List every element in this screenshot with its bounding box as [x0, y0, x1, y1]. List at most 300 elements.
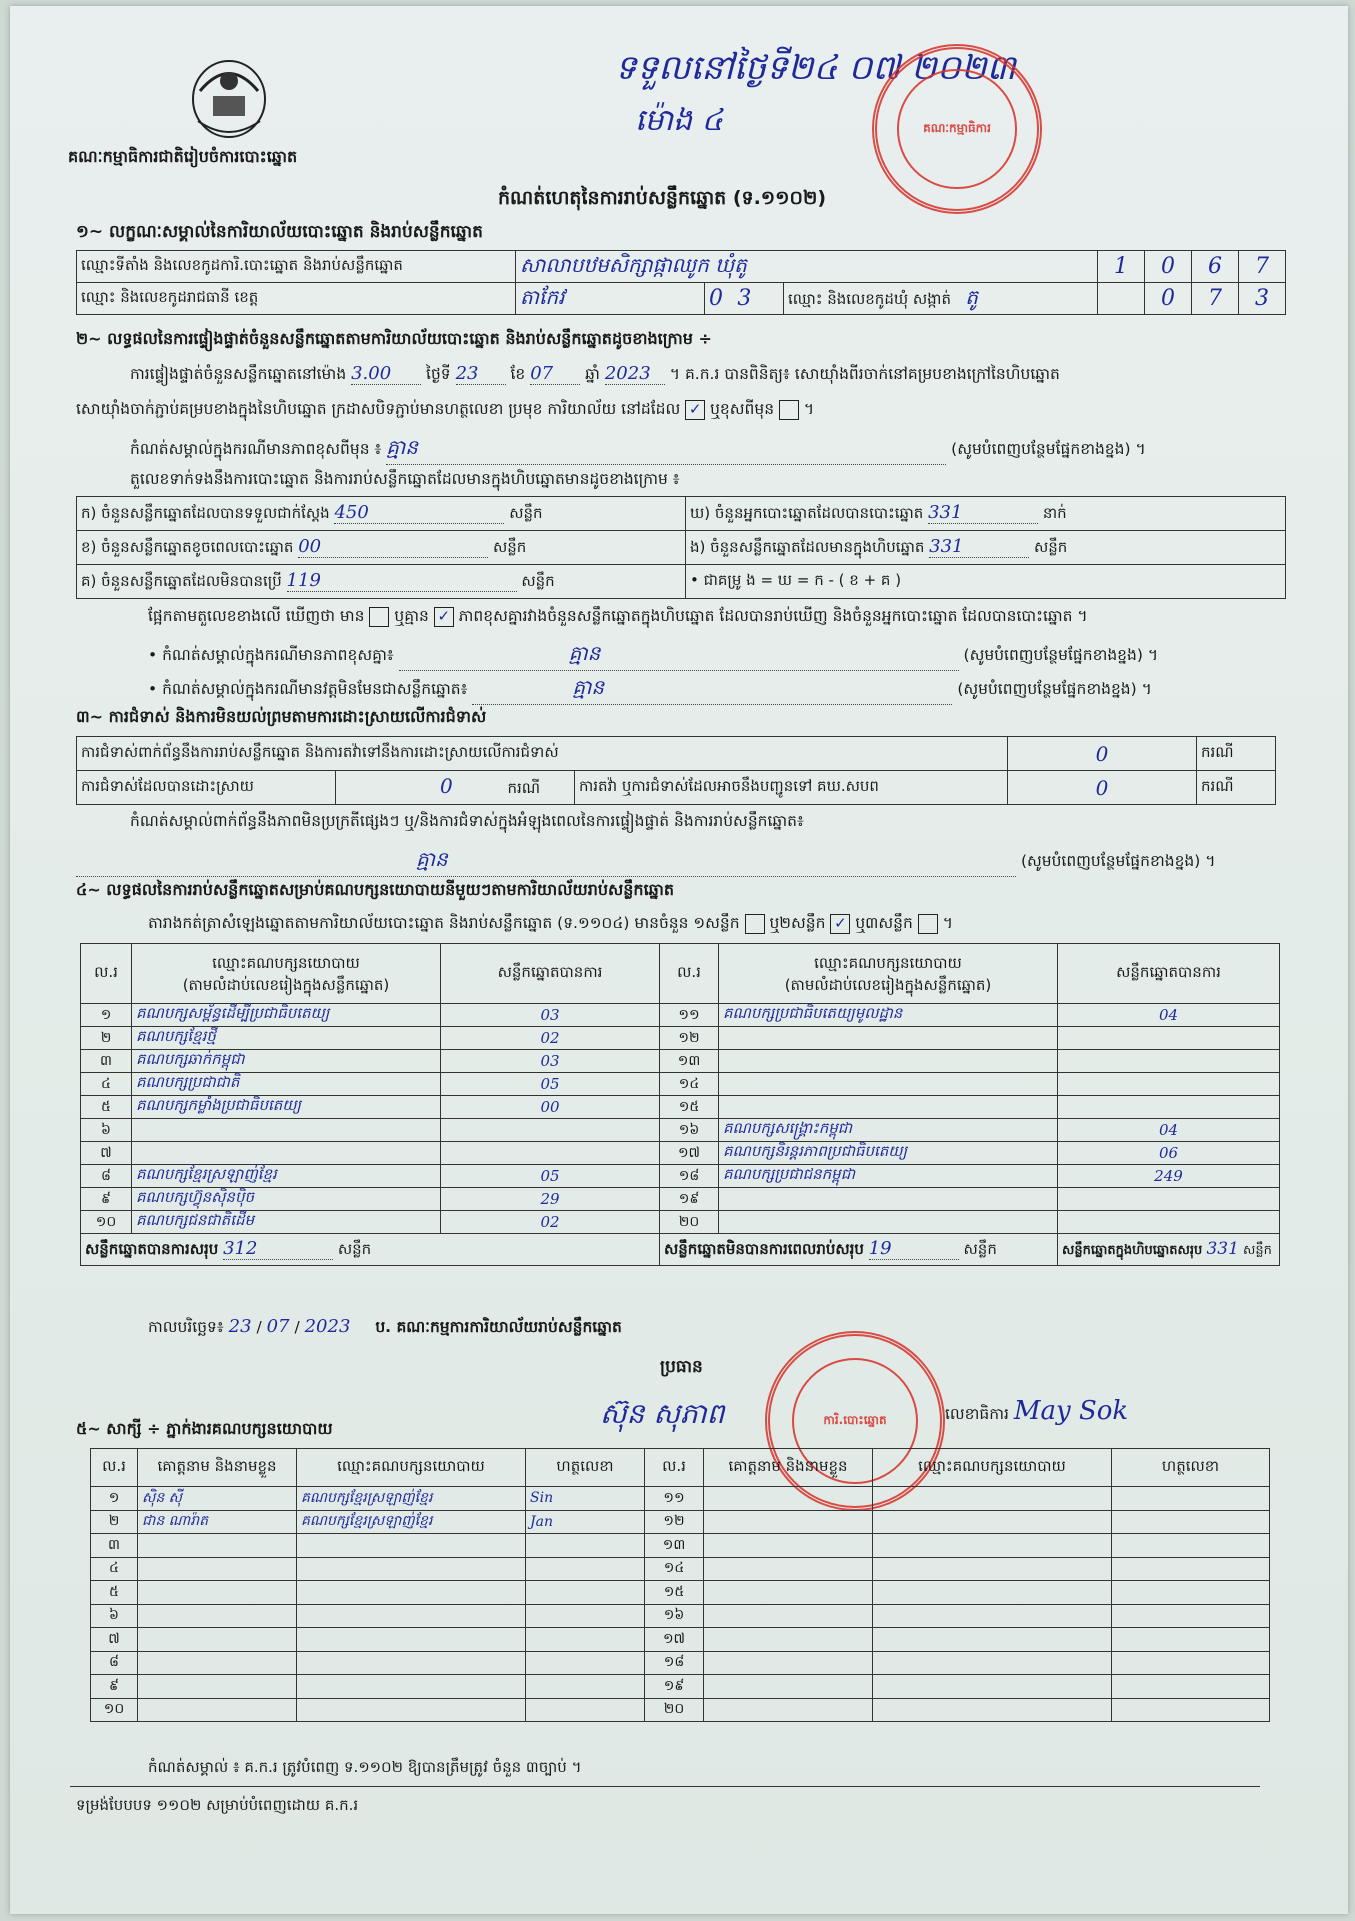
- row-no: ៥: [101, 1098, 111, 1115]
- witness-table: [90, 1448, 1270, 1722]
- results-row: [81, 1165, 1280, 1188]
- difference-check: [148, 606, 1088, 629]
- count-value: 331: [929, 535, 964, 557]
- witness-name-cell: [138, 1675, 297, 1699]
- fill-hint: (សូមបំពេញបន្ថែមផ្នែកខាងខ្នង) ។: [957, 680, 1152, 698]
- witness-party-cell: [873, 1487, 1112, 1511]
- witness-name-cell: [138, 1698, 297, 1722]
- total-unit: សន្លឹក: [963, 1239, 997, 1258]
- chair-signature: ស៊ុន សុភាព: [600, 1397, 725, 1430]
- col-party-header: ឈ្មោះគណបក្សនយោបាយ: [814, 953, 962, 972]
- witness-party-cell: [297, 1698, 526, 1722]
- row-no: ៤: [101, 1075, 111, 1092]
- tally-text: ឬ២សន្លឹក: [769, 914, 826, 932]
- row-no: ៣: [100, 1052, 112, 1069]
- verify-text: ឬខុសពីមុន: [710, 400, 775, 418]
- witness-col-name: គោត្តនាម និងនាមខ្លួន: [138, 1449, 297, 1487]
- witness-no-cell: [91, 1534, 138, 1558]
- formula-text: • ជាគម្រូ ង = ឃ = ក - ( ខ + គ ): [690, 570, 902, 589]
- witness-no: ៥: [109, 1583, 119, 1600]
- section5-heading: ៥~ សាក្សី ÷ ភ្នាក់ងារគណបក្សនយោបាយ: [76, 1419, 333, 1438]
- irregularity-value: គ្មាន: [416, 847, 448, 871]
- party-name: គណបក្សនិរន្តរភាពប្រជាធិបតេយ្យ: [723, 1142, 908, 1160]
- bullet-value: គ្មាន: [572, 675, 605, 699]
- witness-signature-cell: [1112, 1510, 1270, 1534]
- compare-text: ភាពខុសគ្នារវាងចំនួនសន្លឹកឆ្នោតក្នុងហិបឆ្នោត ដែលបានរាប់ឃើញ និងចំនួនអ្នកបោះឆ្នោត ដែលបានបោះឆ្នោត ។: [458, 607, 1088, 625]
- verify-text: ការផ្ទៀងផ្ទាត់ចំនួនសន្លឹកឆ្នោតនៅម៉ោង: [130, 365, 347, 383]
- row-no: ៩: [101, 1190, 111, 1207]
- one-sheet-checkbox[interactable]: [745, 914, 765, 934]
- total-invalid-value: 19: [868, 1237, 892, 1259]
- col-party-subheader: (តាមលំដាប់លេខរៀងក្នុងសន្លឹកឆ្នោត): [784, 975, 992, 994]
- location-code-digit: 7: [1255, 254, 1269, 279]
- verify-paragraph: [130, 363, 1060, 387]
- witness-no: ៦: [109, 1607, 119, 1624]
- witness-name-cell: [704, 1510, 873, 1534]
- commune-value: តូ: [965, 284, 978, 309]
- witness-party-cell: [297, 1557, 526, 1581]
- org-name: គណៈកម្មាធិការជាតិរៀបចំការបោះឆ្នោត: [68, 147, 298, 166]
- witness-signature-cell: [1112, 1628, 1270, 1652]
- results-row: [81, 1142, 1280, 1165]
- location-code-digit: 1: [1114, 254, 1128, 279]
- count-label: ឃ) ចំនួនអ្នកបោះឆ្នោតដែលបានបោះឆ្នោត: [690, 503, 924, 522]
- bullet-value: គ្មាន: [568, 641, 601, 665]
- total-invalid-label: សន្លឹកឆ្នោតមិនបានការពេលរាប់សរុប: [664, 1239, 864, 1258]
- secretary-label: លេខាធិការ: [945, 1405, 1009, 1423]
- location-code-digit: 6: [1208, 254, 1222, 279]
- party-votes: 04: [1158, 1121, 1179, 1139]
- witness-name-cell: [138, 1534, 297, 1558]
- objection-unit: ករណី: [1197, 737, 1276, 771]
- witness-name-cell: [704, 1557, 873, 1581]
- results-row: [81, 1004, 1280, 1027]
- objection-count: 0: [1095, 741, 1109, 766]
- party-votes: 05: [540, 1075, 560, 1093]
- witness-no-cell: [91, 1510, 138, 1534]
- witness-party-cell: [297, 1628, 526, 1652]
- witness-no-cell: [91, 1557, 138, 1581]
- row-no: ១៤: [678, 1075, 700, 1092]
- witness-signature-cell: [1112, 1487, 1270, 1511]
- party-votes: 249: [1154, 1167, 1183, 1185]
- fill-hint: (សូមបំពេញបន្ថែមផ្នែកខាងខ្នង) ។: [1020, 852, 1216, 870]
- party-name: គណបក្សហ៊្វុនស៊ិនប៉ិច: [136, 1188, 254, 1206]
- secretary-signature: May Sok: [1013, 1396, 1129, 1426]
- witness-no-cell: [645, 1557, 704, 1581]
- witness-signature-cell: [1112, 1698, 1270, 1722]
- row-no: ១៧: [677, 1144, 701, 1161]
- row-no: ១៦: [678, 1121, 700, 1138]
- witness-name-cell: [704, 1651, 873, 1675]
- witness-row: [91, 1510, 1270, 1534]
- witness-signature-cell: [526, 1534, 645, 1558]
- party-votes: 06: [1158, 1144, 1179, 1162]
- results-row: [81, 1188, 1280, 1211]
- witness-no: ៣: [108, 1536, 120, 1553]
- province-label: ឈ្មោះ និងលេខកូដរាជធានី ខេត្ត: [77, 283, 516, 315]
- witness-name-cell: [704, 1581, 873, 1605]
- witness-party-cell: [297, 1651, 526, 1675]
- witness-no-cell: [91, 1651, 138, 1675]
- party-name: គណបក្សសង្គ្រោះកម្ពុជា: [723, 1119, 853, 1137]
- section4-heading: ៤~ លទ្ធផលនៃការរាប់សន្លឹកឆ្នោតសម្រាប់គណបក្សនយោបាយនីមួយៗតាមការិយាល័យរាប់សន្លឹកឆ្នោត: [76, 880, 675, 899]
- witness-party-cell: [873, 1534, 1112, 1558]
- witness-row: [91, 1675, 1270, 1699]
- count-unit: សន្លឹក: [492, 537, 527, 556]
- compare-text: ឬគ្មាន: [394, 607, 429, 625]
- witness-col-party: ឈ្មោះគណបក្សនយោបាយ: [873, 1449, 1112, 1487]
- row-no: ៦: [101, 1121, 111, 1138]
- count-label: ក) ចំនួនសន្លឹកឆ្នោតដែលបានទទួលជាក់ស្តែង: [81, 503, 330, 522]
- witness-no: ១១: [663, 1489, 685, 1506]
- witness-row: [91, 1534, 1270, 1558]
- resolved-unit: ករណី: [507, 779, 541, 797]
- row-no: ១០: [95, 1213, 117, 1230]
- witness-party-cell: [297, 1534, 526, 1558]
- witness-row: [91, 1651, 1270, 1675]
- witness-name-cell: [704, 1628, 873, 1652]
- verify-text: សោយ៉ាំងចាក់ភ្ជាប់គម្របខាងក្នុងនៃហិបឆ្នោត ក្រដាសបិទភ្ជាប់មានហត្ថលេខា ប្រមុខ ការិយាល័យ នៅដដែល: [76, 400, 681, 418]
- total-valid-value: 312: [223, 1237, 258, 1259]
- witness-party-cell: [873, 1510, 1112, 1534]
- results-table: [80, 943, 1280, 1266]
- witness-row: [91, 1581, 1270, 1605]
- col-party-subheader: (តាមលំដាប់លេខរៀងក្នុងសន្លឹកឆ្នោត): [182, 975, 390, 994]
- total-valid-label: សន្លឹកឆ្នោតបានការសរុប: [85, 1239, 219, 1258]
- witness-no-cell: [645, 1698, 704, 1722]
- tally-text: ឬ៣សន្លឹក: [855, 914, 913, 932]
- witness-row: [91, 1628, 1270, 1652]
- row-no: ១៥: [678, 1098, 700, 1115]
- table-intro: តួលេខទាក់ទងនឹងការបោះឆ្នោត និងការរាប់សន្លឹកឆ្នោតដែលមានក្នុងហិបឆ្នោតមានដូចខាងក្រោម ៖: [130, 470, 680, 488]
- province-value: តាកែវ: [520, 284, 565, 309]
- party-name: គណបក្សខ្មែរថ្មី: [136, 1027, 216, 1045]
- witness-party-cell: [873, 1651, 1112, 1675]
- witness-no: ១០: [103, 1701, 125, 1718]
- count-date: កាលបរិច្ឆេទ៖ 23 / 07 / 2023 ប. គណៈកម្មការការិយាល័យរាប់សន្លឹកឆ្នោត: [148, 1316, 622, 1337]
- party-name: គណបក្សសម្ព័ន្ធដើម្បីប្រជាធិបតេយ្យ: [136, 1004, 330, 1022]
- witness-signature-cell: [526, 1510, 645, 1534]
- party-votes: 00: [540, 1098, 560, 1116]
- witness-signature-cell: [526, 1581, 645, 1605]
- witness-no: ១៤: [663, 1560, 685, 1577]
- row-no: ១៩: [678, 1190, 700, 1207]
- bullet-note-2: [148, 674, 1152, 705]
- witness-no-cell: [645, 1581, 704, 1605]
- witness-no-cell: [645, 1487, 704, 1511]
- witness-party-cell: [297, 1510, 526, 1534]
- fill-hint: (សូមបំពេញបន្ថែមផ្នែកខាងខ្នង) ។: [963, 646, 1159, 664]
- witness-no-cell: [91, 1675, 138, 1699]
- bullet-label: • កំណត់សម្គាល់ក្នុងករណីមានភាពខុសគ្នា៖: [148, 646, 394, 664]
- witness-signature-cell: [1112, 1651, 1270, 1675]
- witness-no-cell: [645, 1675, 704, 1699]
- witness-name-cell: [704, 1675, 873, 1699]
- witness-signature-cell: [526, 1651, 645, 1675]
- col-votes-header: សន្លឹកឆ្នោតបានការ: [441, 944, 660, 1004]
- witness-party-cell: [297, 1487, 526, 1511]
- witness-row: [91, 1557, 1270, 1581]
- form-sheet: [10, 6, 1348, 1914]
- witness-name-cell: [138, 1651, 297, 1675]
- witness-no: ១៥: [663, 1583, 685, 1600]
- commune-label: ឈ្មោះ និងលេខកូដឃុំ សង្កាត់: [788, 289, 951, 308]
- appeal-label: ការតវ៉ា ឬការជំទាស់ដែលអាចនឹងបញ្ជូនទៅ គឃ.សបព: [575, 771, 1008, 805]
- witness-row: [91, 1698, 1270, 1722]
- party-name: គណបក្សប្រជាធិបតេយ្យមូលដ្ឋាន: [723, 1004, 903, 1022]
- party-votes: 02: [540, 1213, 560, 1231]
- witness-name-cell: [704, 1698, 873, 1722]
- col-no-header: ល.រ: [660, 944, 719, 1004]
- row-no: ១: [100, 1006, 112, 1023]
- section1-heading: ១~ លក្ខណៈសម្គាល់នៃការិយាល័យបោះឆ្នោត និងរាប់សន្លឹកឆ្នោត: [76, 222, 483, 242]
- witness-no: ៤: [109, 1560, 119, 1577]
- count-value: 00: [298, 535, 322, 557]
- three-sheet-checkbox[interactable]: [918, 914, 938, 934]
- witness-party-cell: [873, 1581, 1112, 1605]
- witness-name-cell: [704, 1604, 873, 1628]
- compare-text: ផ្អែកតាមតួលេខខាងលើ ឃើញថា មាន: [148, 607, 365, 625]
- emblem-icon: [188, 51, 270, 141]
- bullet-label: • កំណត់សម្គាល់ក្នុងករណីមានវត្តមិនមែនជាសន្លឹកឆ្នោត៖: [148, 680, 468, 698]
- verify-text: ។ គ.ក.រ បានពិនិត្យ៖ សោយ៉ាំងពីរចាក់នៅគម្របខាងក្រៅនៃហិបឆ្នោត: [669, 365, 1060, 383]
- count-value: 331: [928, 501, 963, 523]
- verify-year: 2023: [604, 363, 651, 384]
- witness-no: ១៧: [662, 1630, 686, 1647]
- unchanged-checkbox[interactable]: ✓: [685, 400, 705, 420]
- witness-no: ១៩: [663, 1677, 685, 1694]
- note-value: គ្មាន: [386, 435, 418, 459]
- stamp-bottom-text: ការិ.បោះឆ្នោត: [823, 1412, 887, 1427]
- party-votes: 02: [540, 1029, 560, 1047]
- count-unit: នាក់: [1042, 503, 1067, 522]
- witness-no: ៨: [109, 1654, 119, 1671]
- witness-signature-cell: [1112, 1557, 1270, 1581]
- witness-no: ១២: [663, 1513, 685, 1530]
- witness-name-cell: [138, 1604, 297, 1628]
- fill-hint: (សូមបំពេញបន្ថែមផ្នែកខាងខ្នង) ។: [951, 440, 1146, 458]
- form-footer: ទម្រង់បែបបទ ១១០២ សម្រាប់បំពេញដោយ គ.ក.រ: [76, 1796, 359, 1814]
- row-no: ១៨: [678, 1167, 700, 1184]
- witness-no-cell: [645, 1651, 704, 1675]
- commune-code-digit: 7: [1208, 286, 1222, 311]
- party-votes: 03: [540, 1052, 560, 1070]
- total-unit: សន្លឹក: [1243, 1242, 1272, 1258]
- official-stamp-top: [872, 44, 1042, 214]
- witness-name: ស៊ិន សុី: [142, 1489, 182, 1506]
- witness-no: ១: [108, 1489, 120, 1506]
- results-row: [81, 1119, 1280, 1142]
- witness-name-cell: [138, 1557, 297, 1581]
- witness-no: ១៦: [663, 1607, 685, 1624]
- difference-note: [130, 434, 1146, 465]
- verify-text: ខែ: [510, 365, 526, 383]
- party-votes: 29: [540, 1190, 560, 1208]
- total-box-value: 331: [1206, 1238, 1239, 1259]
- witness-party-cell: [873, 1557, 1112, 1581]
- date-label: កាលបរិច្ឆេទ៖: [148, 1318, 224, 1336]
- count-label: ង) ចំនួនសន្លឹកឆ្នោតដែលមានក្នុងហិបឆ្នោត: [690, 537, 925, 556]
- witness-name-cell: [138, 1510, 297, 1534]
- resolved-label: ការជំទាស់ដែលបានដោះស្រាយ: [77, 771, 336, 805]
- witness-signature-cell: [526, 1487, 645, 1511]
- party-name: គណបក្សឆាក់កម្ពុជា: [136, 1050, 245, 1068]
- total-unit: សន្លឹក: [337, 1239, 372, 1258]
- witness-no: ២០: [663, 1701, 685, 1718]
- witness-no-cell: [645, 1510, 704, 1534]
- chair-label: ប្រធាន: [660, 1357, 703, 1377]
- witness-no: ៩: [109, 1677, 119, 1694]
- two-sheet-checkbox[interactable]: ✓: [830, 914, 850, 934]
- location-table: [76, 250, 1286, 315]
- witness-signature-cell: [526, 1675, 645, 1699]
- total-box-label: សន្លឹកឆ្នោតក្នុងហិបឆ្នោតសរុប: [1062, 1242, 1203, 1258]
- date-year: 2023: [304, 1316, 351, 1337]
- witness-col-name: គោត្តនាម និងនាមខ្លួន: [704, 1449, 873, 1487]
- province-code-digit: 0: [709, 286, 723, 311]
- witness-signature-cell: [526, 1557, 645, 1581]
- witness-no: ១៨: [663, 1654, 685, 1671]
- location-value: សាលាបឋមសិក្សាផ្កាឈូក ឃុំតូ: [520, 252, 747, 277]
- verify-month: 07: [530, 363, 554, 384]
- witness-col-no: ល.រ: [645, 1449, 704, 1487]
- witness-name-cell: [138, 1628, 297, 1652]
- verify-time: 3.00: [351, 363, 392, 384]
- witness-no: ៧: [108, 1630, 120, 1647]
- witness-no-cell: [645, 1628, 704, 1652]
- no-difference-checkbox[interactable]: ✓: [434, 607, 454, 627]
- col-no-header: ល.រ: [81, 944, 132, 1004]
- received-note-line1: ទទួលនៅថ្ងៃទី២៤ ០៧ ២០២៣: [615, 48, 1016, 88]
- row-no: ៧: [100, 1144, 112, 1161]
- witness-no-cell: [645, 1534, 704, 1558]
- witness-signature: Jan: [530, 1513, 553, 1530]
- witness-col-sign: ហត្ថលេខា: [1112, 1449, 1270, 1487]
- verify-text: ថ្ងៃទី: [426, 365, 451, 383]
- party-name: គណបក្សប្រជាជាតិ: [136, 1073, 240, 1091]
- commune-code-digit: 3: [1255, 286, 1269, 311]
- witness-party: គណបក្សខ្មែរស្រឡាញ់ខ្មែរ: [301, 1513, 433, 1530]
- witness-party-cell: [297, 1581, 526, 1605]
- row-no: ២០: [678, 1213, 700, 1230]
- date-day: 23: [228, 1316, 252, 1337]
- witness-no: ១៣: [662, 1536, 686, 1553]
- witness-party-cell: [873, 1675, 1112, 1699]
- irregularity-note: [76, 846, 1215, 877]
- witness-party-cell: [873, 1604, 1112, 1628]
- witness-party-cell: [297, 1604, 526, 1628]
- objections-table: [76, 736, 1276, 805]
- count-unit: សន្លឹក: [521, 571, 555, 590]
- party-name: គណបក្សកម្លាំងប្រជាធិបតេយ្យ: [136, 1096, 302, 1114]
- final-note: កំណត់សម្គាល់ ៖ គ.ក.រ ត្រូវបំពេញ ទ.១១០២ ឱ្យបានត្រឹមត្រូវ ចំនួន ៣ច្បាប់ ។: [148, 1758, 582, 1776]
- witness-no-cell: [91, 1487, 138, 1511]
- has-difference-checkbox[interactable]: [369, 607, 389, 627]
- witness-col-no: ល.រ: [91, 1449, 138, 1487]
- witness-party: គណបក្សខ្មែរស្រឡាញ់ខ្មែរ: [301, 1489, 433, 1506]
- appeal-unit: ករណី: [1197, 771, 1276, 805]
- party-votes: 04: [1158, 1006, 1179, 1024]
- witness-party-cell: [297, 1675, 526, 1699]
- witness-name-cell: [704, 1534, 873, 1558]
- row-no: ២: [100, 1029, 112, 1046]
- witness-signature-cell: [1112, 1534, 1270, 1558]
- results-row: [81, 1027, 1280, 1050]
- results-row: [81, 1211, 1280, 1234]
- witness-col-sign: ហត្ថលេខា: [526, 1449, 645, 1487]
- irregularity-note-label: កំណត់សម្គាល់ពាក់ព័ន្ធនឹងភាពមិនប្រក្រតីផ្សេងៗ ឬ/និងការជំទាស់ក្នុងអំឡុងពេលនៃការផ្ទៀងផ្ទាត់ និងការរាប់សន្លឹកឆ្នោត៖: [130, 812, 804, 830]
- witness-signature-cell: [1112, 1581, 1270, 1605]
- witness-signature-cell: [1112, 1604, 1270, 1628]
- witness-row: [91, 1487, 1270, 1511]
- witness-no-cell: [91, 1581, 138, 1605]
- committee-label: ប. គណៈកម្មការការិយាល័យរាប់សន្លឹកឆ្នោត: [375, 1318, 622, 1336]
- section2-heading: ២~ លទ្ធផលនៃការផ្ទៀងផ្ទាត់ចំនួនសន្លឹកឆ្នោតតាមការិយាល័យបោះឆ្នោត និងរាប់សន្លឹកឆ្នោតដូចខាងក្រោម ÷: [76, 329, 712, 348]
- count-label: ខ) ចំនួនសន្លឹកឆ្នោតខូចពេលបោះឆ្នោត: [81, 537, 294, 556]
- location-label: ឈ្មោះទីតាំង និងលេខកូដការិ.បោះឆ្នោត និងរាប់សន្លឹកឆ្នោត: [77, 251, 516, 283]
- row-no: ១៣: [677, 1052, 701, 1069]
- party-name: គណបក្សខ្មែរស្រឡាញ់ខ្មែរ: [136, 1165, 277, 1183]
- count-unit: សន្លឹក: [1033, 537, 1068, 556]
- party-name: គណបក្សជនជាតិដើម: [136, 1211, 254, 1229]
- verify-day: 23: [455, 363, 479, 384]
- witness-party-cell: [873, 1628, 1112, 1652]
- footer-divider: [70, 1786, 1260, 1787]
- witness-no: ២: [108, 1513, 120, 1530]
- party-votes: 05: [540, 1167, 560, 1185]
- count-value: 450: [334, 501, 369, 523]
- province-code-digit: 3: [737, 286, 752, 311]
- witness-no-cell: [91, 1628, 138, 1652]
- objection-label: ការជំទាស់ពាក់ព័ន្ធនឹងការរាប់សន្លឹកឆ្នោត និងការតវ៉ាទៅនឹងការដោះស្រាយលើការជំទាស់: [77, 737, 1008, 771]
- witness-name-cell: [704, 1487, 873, 1511]
- ballot-counts-table: [76, 496, 1286, 599]
- witness-signature-cell: [526, 1604, 645, 1628]
- tally-sheet-count: តារាងកត់ត្រាសំឡេងឆ្នោតតាមការិយាល័យបោះឆ្នោត និងរាប់សន្លឹកឆ្នោត (ទ.១១០៤) មានចំនួន ១សន្លឹក ឬ២សន្លឹក ✓ ឬ៣សន្លឹក ។: [148, 913, 953, 932]
- col-votes-header: សន្លឹកឆ្នោតបានការ: [1058, 944, 1280, 1004]
- count-label: គ) ចំនួនសន្លឹកឆ្នោតដែលមិនបានប្រើ: [81, 571, 282, 590]
- resolved-count: 0: [440, 774, 453, 798]
- witness-signature: Sin: [530, 1490, 554, 1507]
- witness-col-party: ឈ្មោះគណបក្សនយោបាយ: [297, 1449, 526, 1487]
- witness-signature-cell: [526, 1698, 645, 1722]
- section3-heading: ៣~ ការជំទាស់ និងការមិនយល់ព្រមតាមការដោះស្រាយលើការជំទាស់: [76, 707, 487, 726]
- party-votes: 03: [540, 1006, 560, 1024]
- witness-no-cell: [645, 1604, 704, 1628]
- tally-text: តារាងកត់ត្រាសំឡេងឆ្នោតតាមការិយាល័យបោះឆ្នោត និងរាប់សន្លឹកឆ្នោត (ទ.១១០៤) មានចំនួន ១សន្លឹក: [148, 914, 740, 932]
- secretary: [945, 1396, 1128, 1427]
- row-no: ៨: [101, 1167, 111, 1184]
- col-party-header: ឈ្មោះគណបក្សនយោបាយ: [212, 953, 360, 972]
- note-label: កំណត់សម្គាល់ក្នុងករណីមានភាពខុសពីមុន ៖: [130, 440, 382, 458]
- commune-code-digit: 0: [1161, 286, 1175, 311]
- changed-checkbox[interactable]: [779, 400, 799, 420]
- date-month: 07: [266, 1316, 290, 1337]
- witness-name-cell: [138, 1487, 297, 1511]
- witness-row: [91, 1604, 1270, 1628]
- row-no: ១២: [678, 1029, 700, 1046]
- witness-signature-cell: [1112, 1675, 1270, 1699]
- witness-name-cell: [138, 1581, 297, 1605]
- bullet-note-1: [148, 640, 1158, 671]
- witness-no-cell: [91, 1604, 138, 1628]
- results-row: [81, 1073, 1280, 1096]
- stamp-top-text: គណៈកម្មាធិការ: [923, 121, 991, 135]
- witness-party-cell: [873, 1698, 1112, 1722]
- verify-text: ឆ្នាំ: [585, 365, 600, 383]
- verify-paragraph-2: សោយ៉ាំងចាក់ភ្ជាប់គម្របខាងក្នុងនៃហិបឆ្នោត ក្រដាសបិទភ្ជាប់មានហត្ថលេខា ប្រមុខ ការិយាល័យ នៅដដែល ✓ ឬខុសពីមុន ។: [76, 399, 815, 418]
